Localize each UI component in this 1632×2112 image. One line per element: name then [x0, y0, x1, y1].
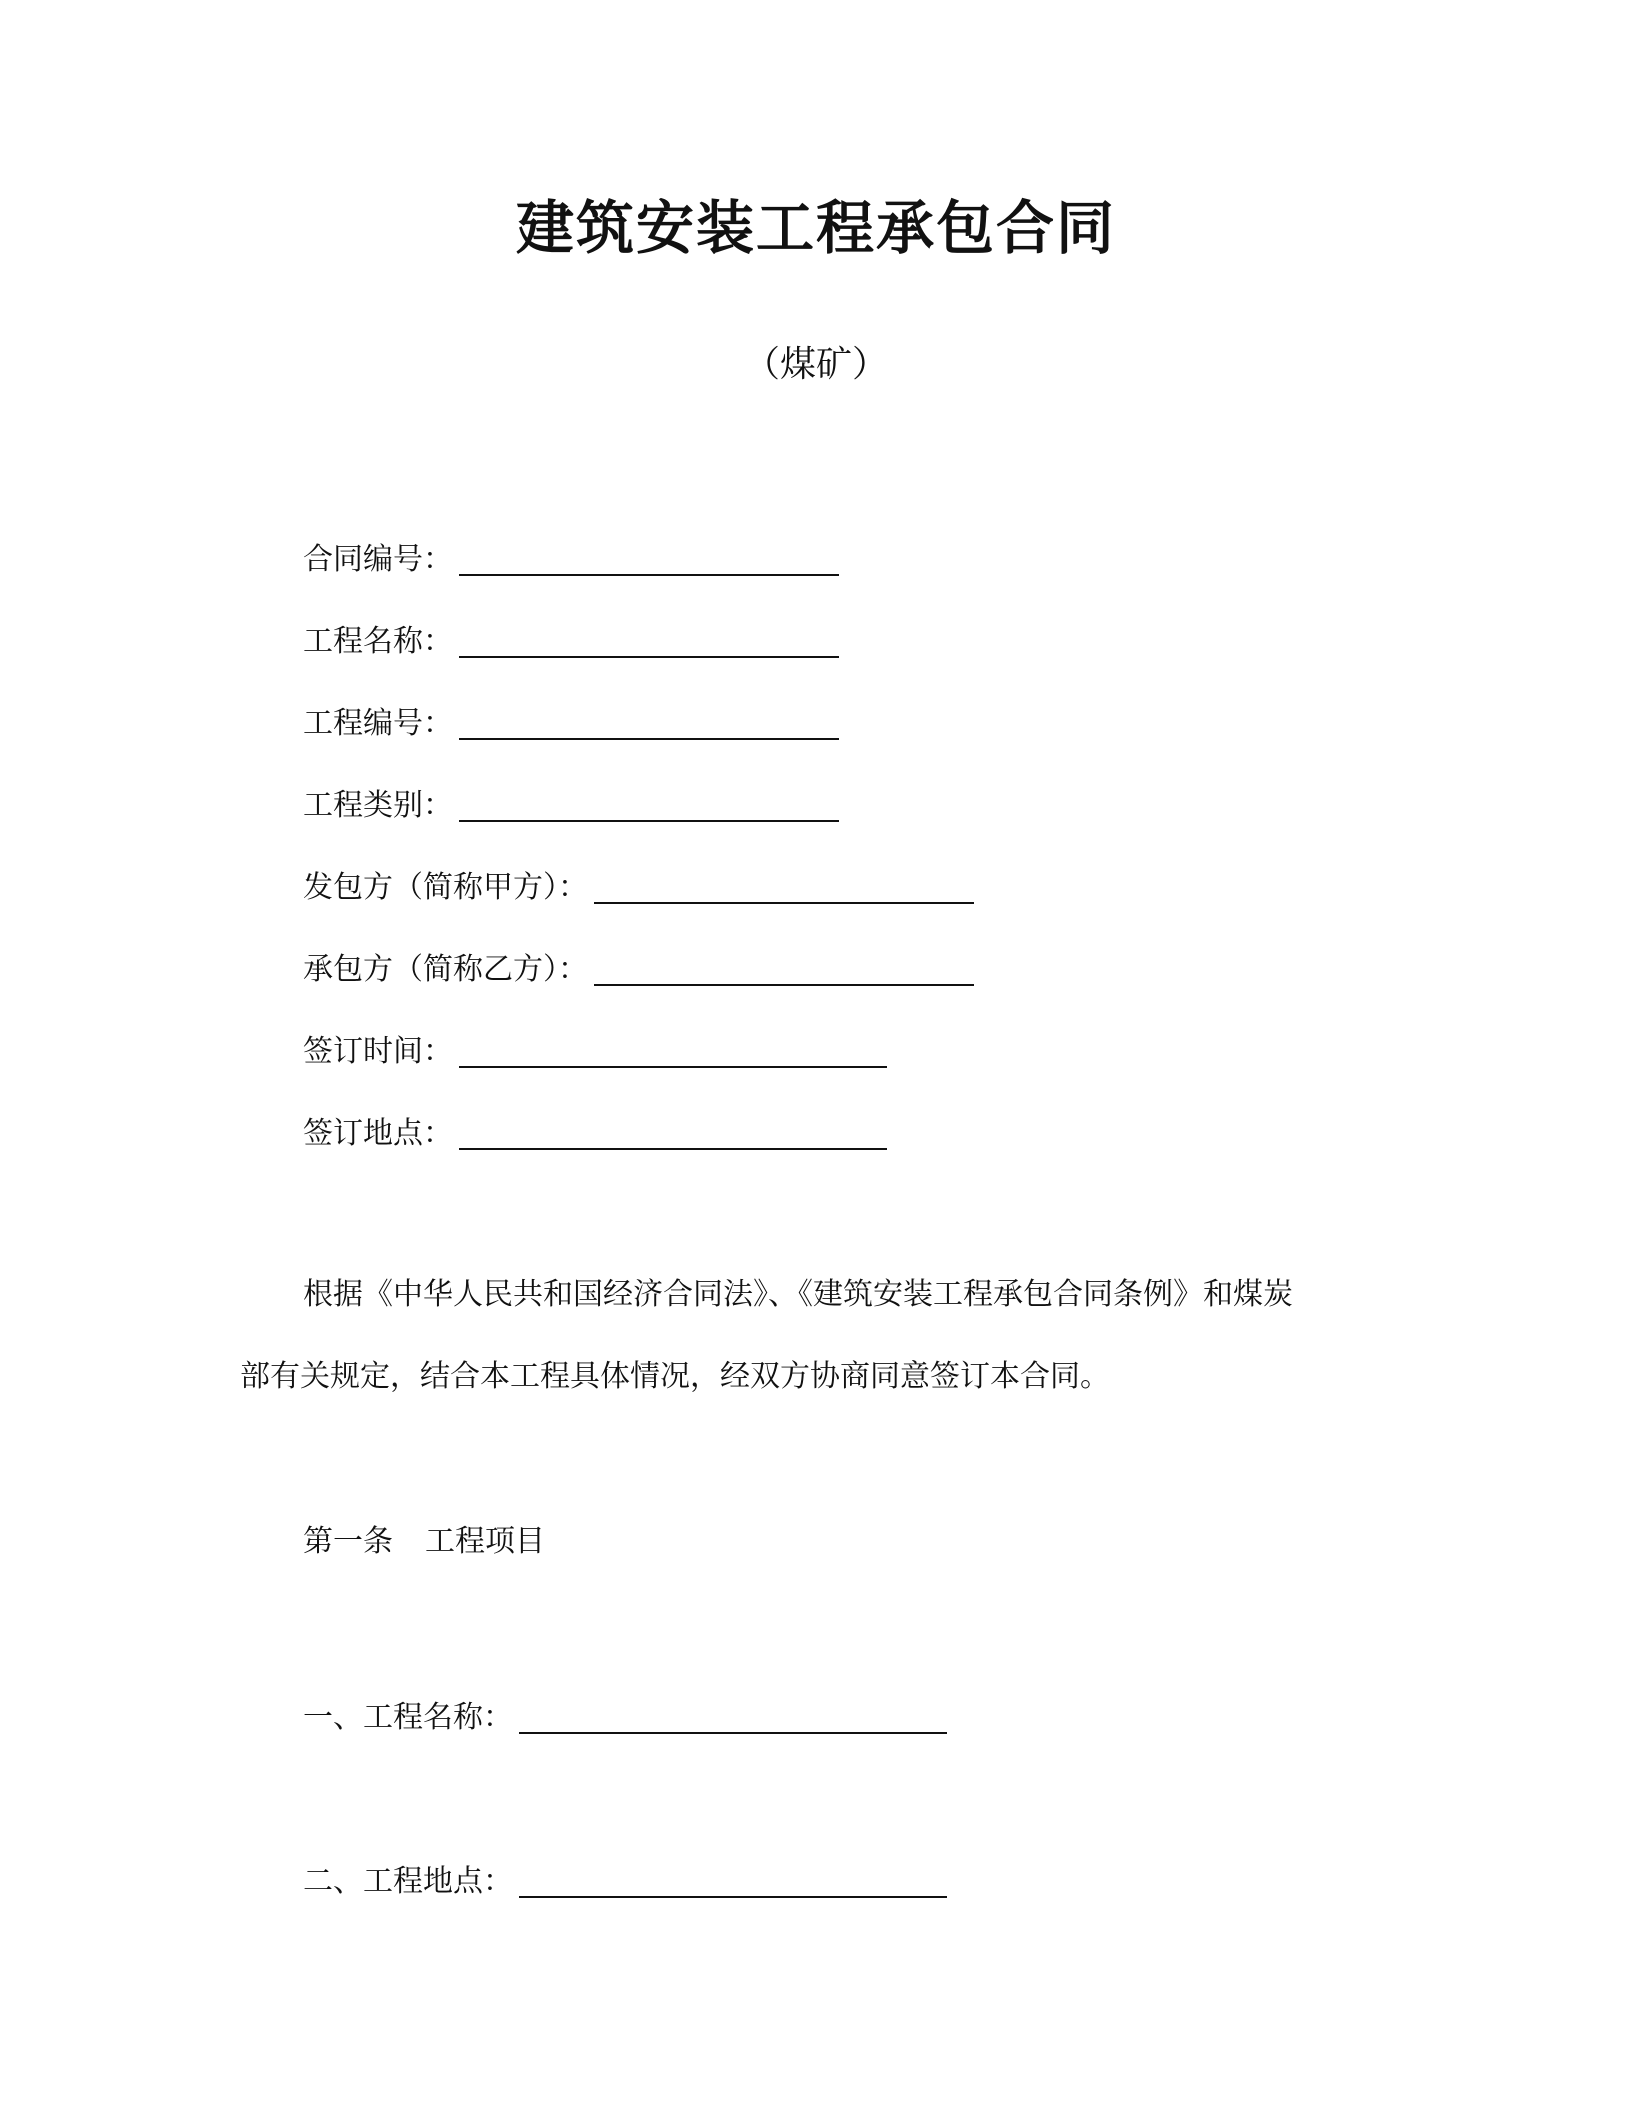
blank-line: [459, 708, 839, 740]
article-1-heading: [303, 1522, 545, 1562]
field-project-category: [303, 776, 839, 826]
field-project-number: [303, 694, 839, 744]
item-label: 二、工程地点：: [303, 1864, 513, 1899]
item-label: 一、工程名称：: [303, 1700, 513, 1735]
field-label: 签订地点：: [303, 1116, 453, 1151]
field-contract-number: [303, 530, 839, 580]
field-label: 工程类别：: [303, 788, 453, 823]
field-label: 工程编号：: [303, 706, 453, 741]
document-title: 建筑安装工程承包合同: [515, 194, 1116, 262]
article-title: 工程项目: [425, 1524, 545, 1559]
blank-line: [459, 626, 839, 658]
blank-line: [594, 954, 974, 986]
document-subtitle: （煤矿）: [743, 344, 888, 385]
field-label: 工程名称：: [303, 624, 453, 659]
field-party-a: [303, 858, 974, 908]
blank-line: [459, 544, 839, 576]
preamble-line-1: 根据《中华人民共和国经济合同法》、《建筑安装工程承包合同条例》和煤炭: [303, 1277, 1293, 1312]
blank-line: [519, 1702, 947, 1734]
preamble-line-2: 部有关规定，结合本工程具体情况，经双方协商同意签订本合同。: [240, 1359, 1110, 1394]
field-signing-time: [303, 1022, 887, 1072]
field-project-name: [303, 612, 839, 662]
blank-line: [459, 1118, 887, 1150]
field-signing-place: [303, 1104, 887, 1154]
item-project-location: [303, 1852, 947, 1902]
article-number: 第一条: [303, 1524, 393, 1559]
field-label: 承包方（简称乙方）：: [303, 952, 588, 987]
field-label: 签订时间：: [303, 1034, 453, 1069]
blank-line: [459, 1036, 887, 1068]
blank-line: [519, 1866, 947, 1898]
field-label: 发包方（简称甲方）：: [303, 870, 588, 905]
blank-line: [594, 872, 974, 904]
item-project-name: [303, 1688, 947, 1738]
field-label: 合同编号：: [303, 542, 453, 577]
field-party-b: [303, 940, 974, 990]
blank-line: [459, 790, 839, 822]
